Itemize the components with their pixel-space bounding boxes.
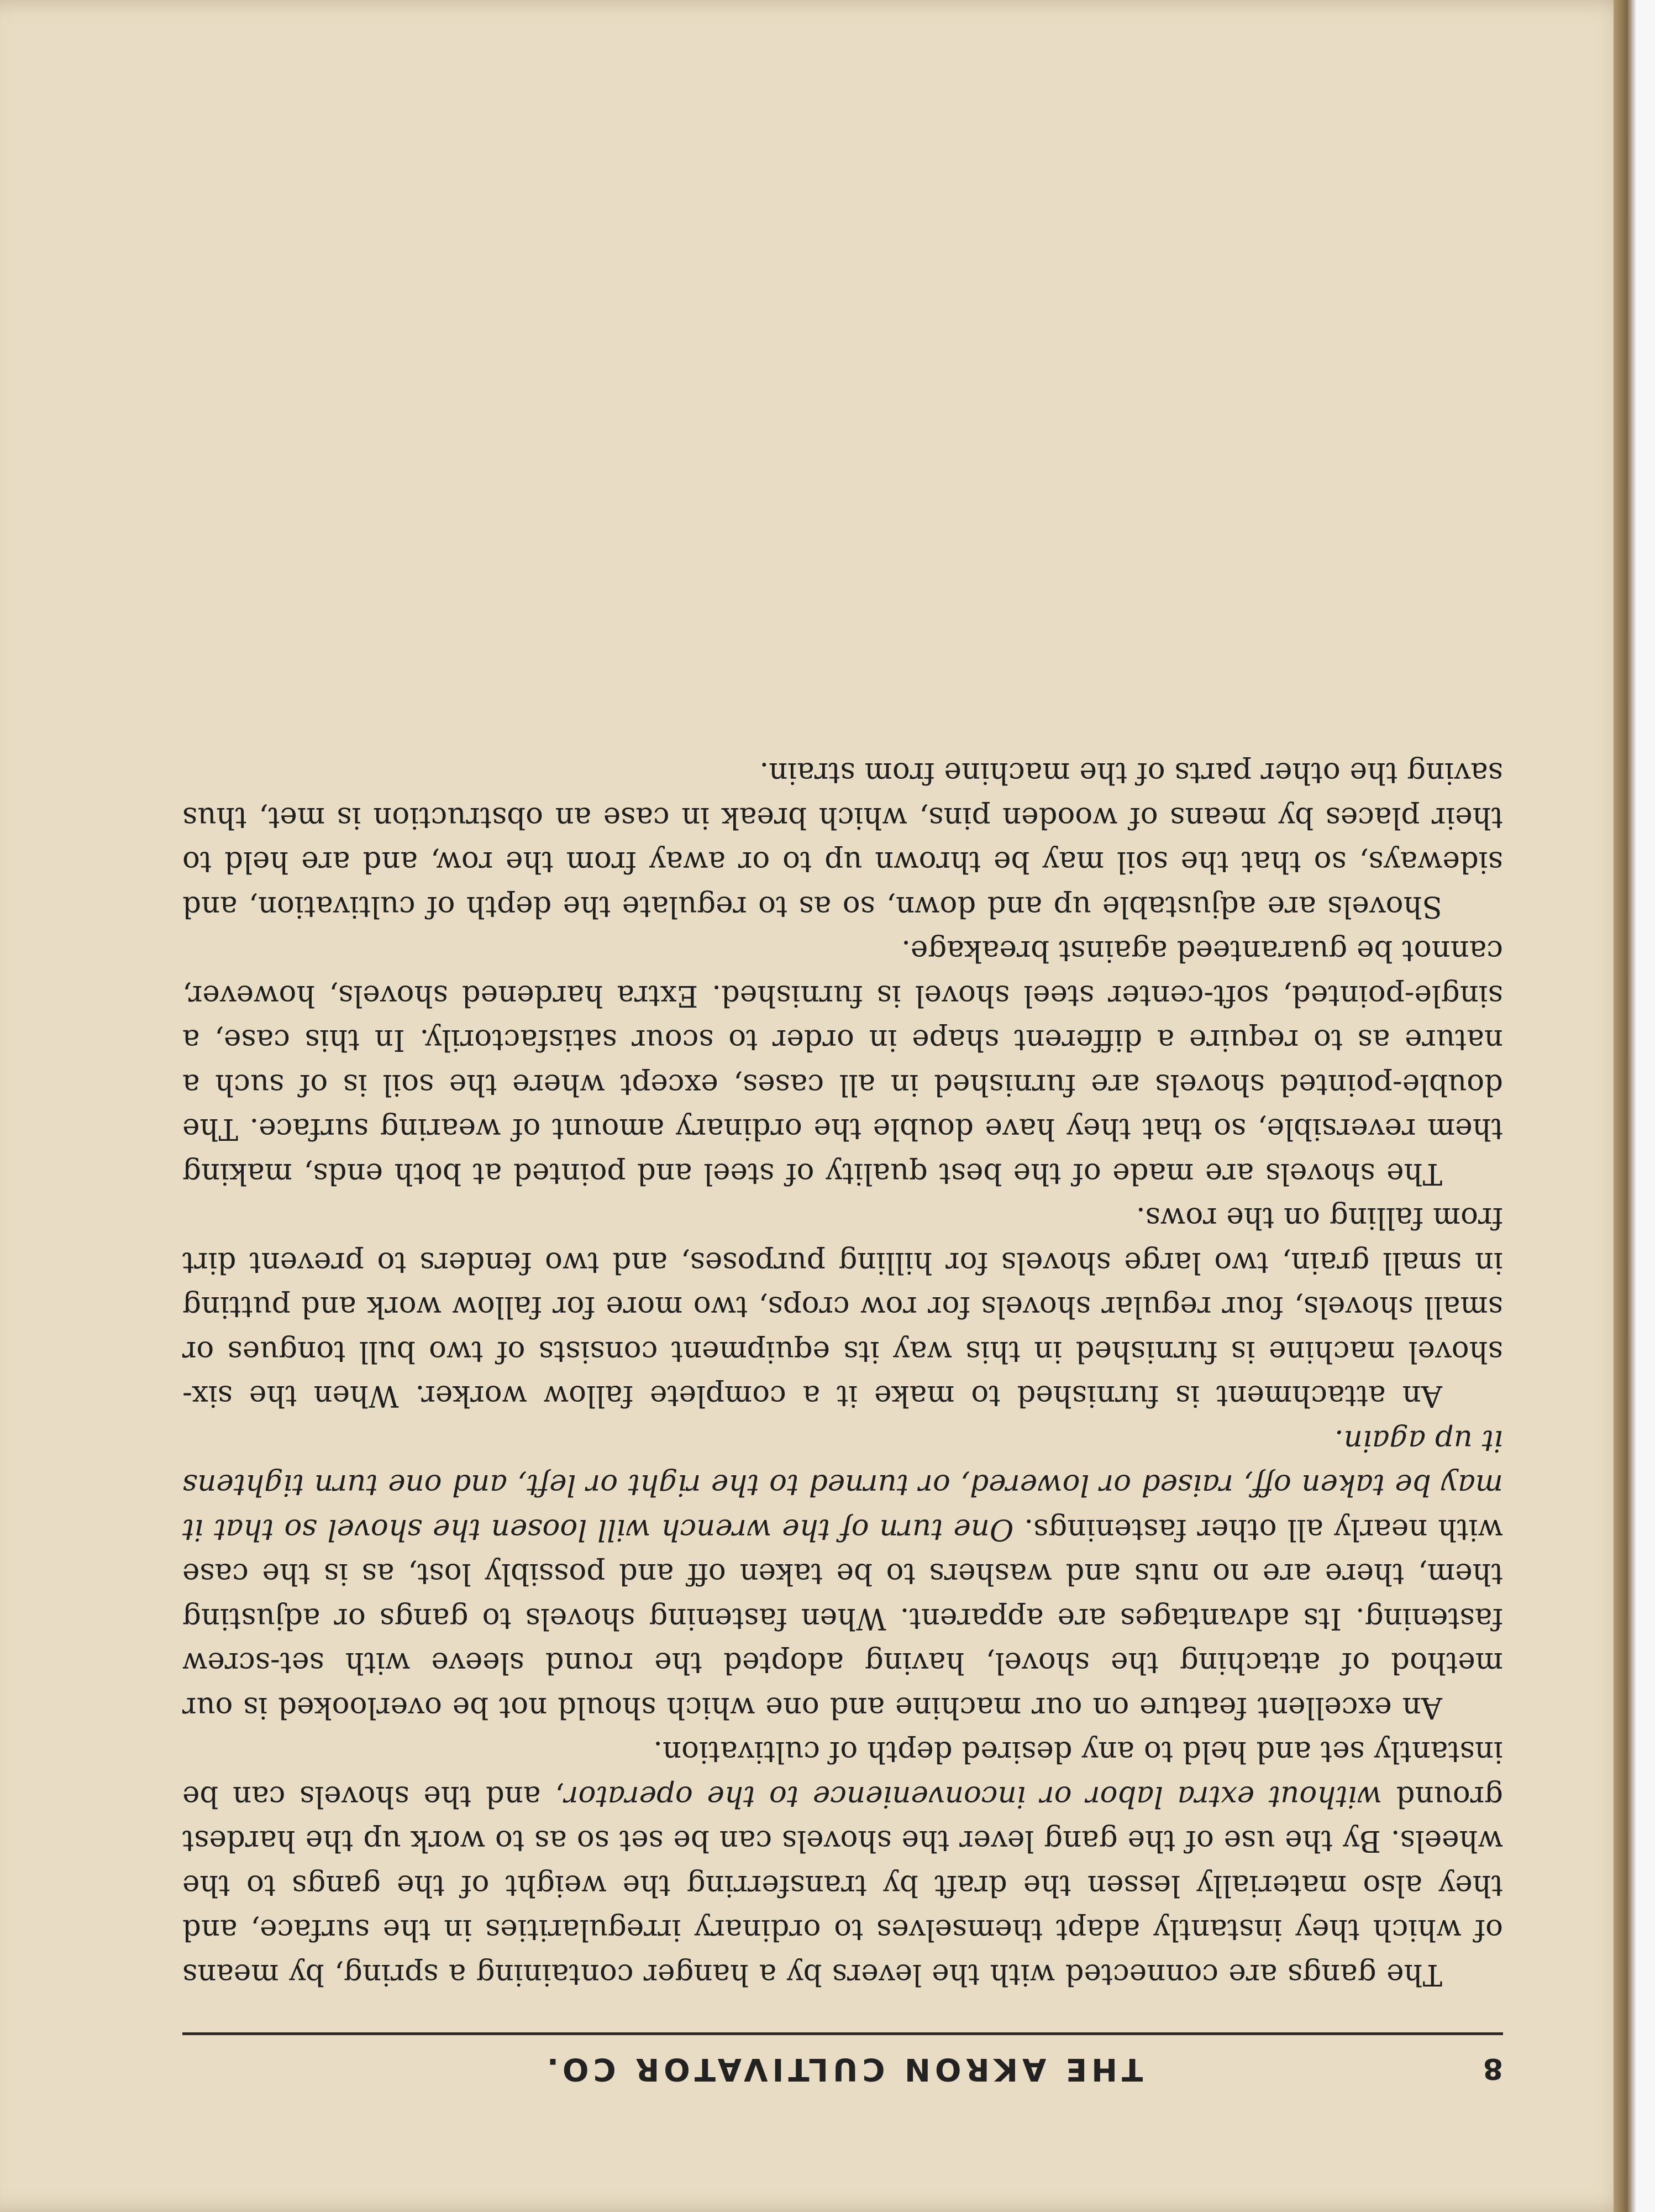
page-number: 8	[1483, 2052, 1503, 2085]
page-header	[182, 2024, 1503, 2090]
paragraph-gangs: The gangs are connected with the levers by a hanger containing a spring, by means of which they instantly adapt themselves to ordinary irregularities in the surface, and they also materially lessen the draft by transferring the weight of the gangs to the wheels. By the use of the gang lever the shovels can be set so as to work up the hardest ground without extra labor or inconvenience to the operator, and the shovels can be instantly set and held to any desired depth of cultivation.	[182, 1735, 1503, 1991]
header-rule	[182, 2032, 1503, 2035]
paragraph-shovel-attachment: An excellent feature on our machine and one which should not be overlooked is our method of attaching the shovel, having adopted the round sleeve with set-screw fastening. Its advantages are apparent. When fastening shovels to gangs or adjusting them, there are no nuts and washers to be taken off and possibly lost, as is the case with nearly all other fastenings. One turn of the wrench will loosen the shovel so that it may be taken off, raised or lowered, or turned to the right or left, and one turn tightens it up again.	[182, 1424, 1503, 1724]
paragraph-shovel-adjustment: Shovels are adjustable up and down, so as to regulate the depth of cultivation, and sideways, so that the soil may be thrown up to or away from the row, and are held to their places by means of wooden pins, which break in case an obstruction is met, thus saving the other parts of the machine from strain.	[182, 756, 1503, 924]
company-name: THE AKRON CULTIVATOR CO.	[542, 2051, 1143, 2087]
page-binding-edge	[1614, 0, 1636, 2212]
paragraph-shovel-material: The shovels are made of the best quality of steel and pointed at both ends, making them reversible, so that they have double the ordinary amount of wearing surface. The double-pointed shovels are furnished in all cases, except where the soil is of such a nature as to require a different shape in order to scour satisfactorily. In this case, a single-pointed, soft-center steel shovel is furnished. Extra hardened shovels, however, cannot be guaranteed against breakage.	[182, 934, 1503, 1191]
paragraph-fallow-attachment: An attachment is furnished to make it a complete fallow worker. When the six-shovel machine is furnished in this way its equipment consists of two bull tongues or small shovels, four regular shovels for row crops, two more for fallow work and putting in small grain, two large shovels for hilling purposes, and two fenders to prevent dirt from falling on the rows.	[182, 1201, 1503, 1413]
body-text	[182, 751, 1503, 1996]
